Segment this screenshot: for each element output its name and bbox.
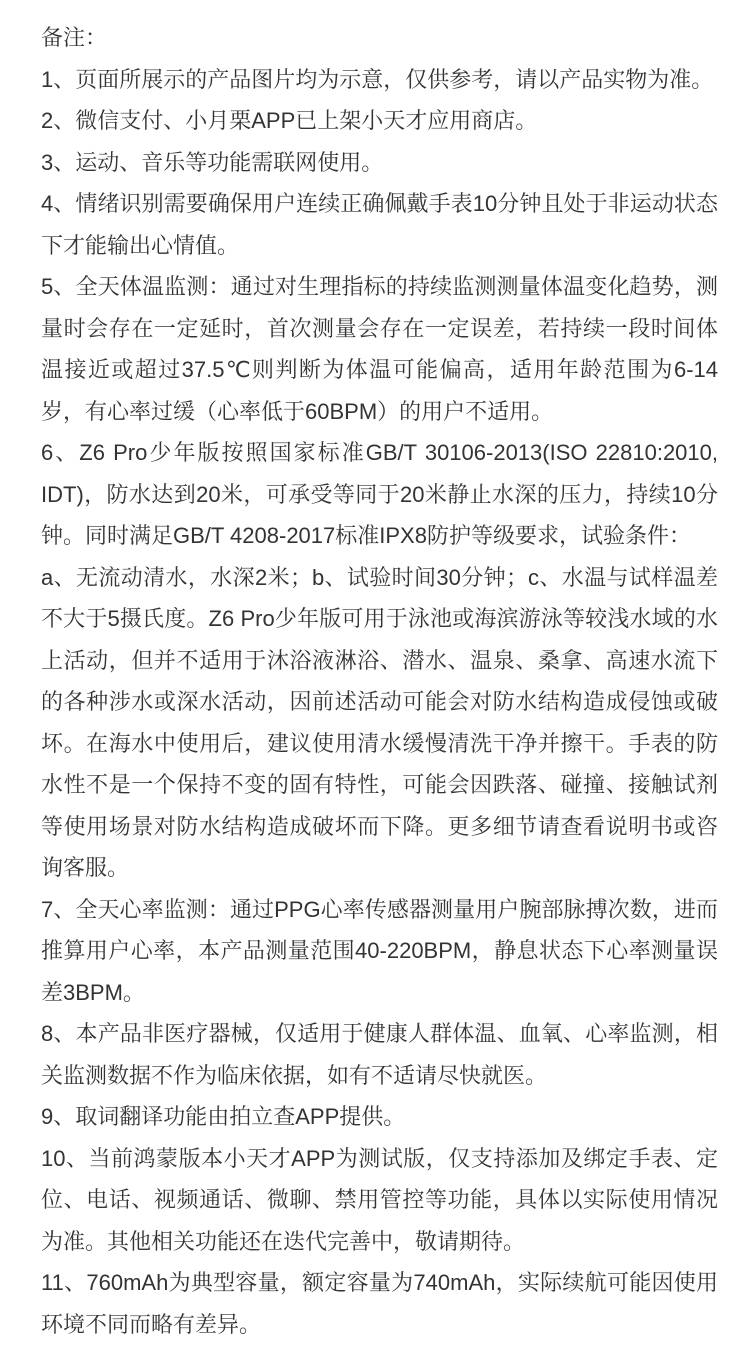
note-7-heart-rate-monitoring: 7、全天心率监测：通过PPG心率传感器测量用户腕部脉搏次数，进而推算用户心率，本产品测量范围40-220BPM，静息状态下心率测量误差3BPM。: [41, 896, 718, 1005]
page-title: 备注：: [41, 25, 108, 50]
note-6-waterproof-conditions: a、无流动清水，水深2米；b、试验时间30分钟；c、水温与试样温差不大于5摄氏度。Z6 Pro少年版可用于泳池或海滨游泳等较浅水域的水上活动，但并不适用于沐浴液淋浴、潜水、温泉、桑拿、高速水流下的各种涉水或深水活动，因前述活动可能会对防水结构造成侵蚀或破坏。在海水中使用后，建议使用清水缓慢清洗干净并擦干。手表的防水性不是一个保持不变的固有特性，可能会因跌落、碰撞、接触试剂等使用场景对防水结构造成破坏而下降。更多细节请查看说明书或咨询客服。: [41, 564, 718, 880]
note-6-waterproof-standard: 6、Z6 Pro少年版按照国家标准GB/T 30106-2013(ISO 22810:2010, IDT)，防水达到20米，可承受等同于20米静止水深的压力，持续10分钟。同时满足GB/T 4208-2017标准IPX8防护等级要求，试验条件：: [41, 440, 718, 548]
note-5-temperature-monitoring: 5、全天体温监测：通过对生理指标的持续监测测量体温变化趋势，测量时会存在一定延时，首次测量会存在一定误差，若持续一段时间体温接近或超过37.5℃则判断为体温可能偏高，适用年龄范围为6-14岁，有心率过缓（心率低于60BPM）的用户不适用。: [41, 274, 718, 424]
note-8-not-medical-device: 8、本产品非医疗器械，仅适用于健康人群体温、血氧、心率监测，相关监测数据不作为临床依据，如有不适请尽快就医。: [41, 1021, 718, 1088]
note-9-translation-app: 9、取词翻译功能由拍立查APP提供。: [41, 1104, 406, 1129]
note-3-network-required: 3、运动、音乐等功能需联网使用。: [41, 149, 384, 175]
note-2-app-store: 2、微信支付、小月栗APP已上架小天才应用商店。: [41, 108, 538, 133]
note-1-product-images: 1、页面所展示的产品图片均为示意，仅供参考，请以产品实物为准。: [41, 66, 714, 92]
note-11-battery-capacity: 11、760mAh为典型容量，额定容量为740mAh，实际续航可能因使用环境不同而略有差异。: [41, 1270, 718, 1337]
note-4-emotion-recognition: 4、情绪识别需要确保用户连续正确佩戴手表10分钟且处于非运动状态下才能输出心情值。: [41, 191, 718, 258]
note-10-harmonyos-beta: 10、当前鸿蒙版本小天才APP为测试版，仅支持添加及绑定手表、定位、电话、视频通话、微聊、禁用管控等功能，具体以实际使用情况为准。其他相关功能还在迭代完善中，敬请期待。: [41, 1145, 718, 1254]
